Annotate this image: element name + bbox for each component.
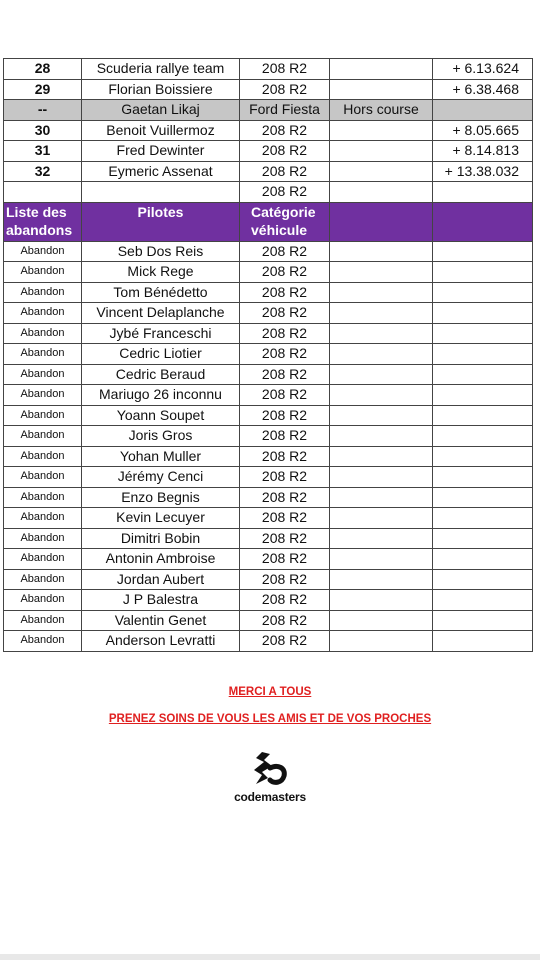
note-cell [330, 161, 433, 182]
abandon-row [4, 323, 533, 344]
empty-cell [330, 549, 433, 570]
empty-cell [330, 528, 433, 549]
note-cell [330, 120, 433, 141]
empty-cell [330, 426, 433, 447]
car-cell: 208 R2 [240, 405, 330, 426]
page-bottom-edge [0, 954, 540, 960]
car-cell: 208 R2 [240, 182, 330, 203]
rank-cell: 29 [4, 79, 82, 100]
car-cell: 208 R2 [240, 282, 330, 303]
car-cell: 208 R2 [240, 323, 330, 344]
car-cell: 208 R2 [240, 120, 330, 141]
abandon-row [4, 569, 533, 590]
abandon-status-cell: Abandon [4, 508, 82, 529]
empty-cell [330, 631, 433, 652]
abandons-body [4, 241, 533, 651]
abandon-status-cell: Abandon [4, 590, 82, 611]
abandon-status-cell: Abandon [4, 426, 82, 447]
car-cell: 208 R2 [240, 528, 330, 549]
car-cell: 208 R2 [240, 385, 330, 406]
results-body [4, 59, 533, 203]
abandon-status-cell: Abandon [4, 323, 82, 344]
abandon-row [4, 590, 533, 611]
abandon-status-cell: Abandon [4, 446, 82, 467]
pilot-cell: Tom Bénédetto [82, 282, 240, 303]
empty-cell [433, 282, 533, 303]
abandon-row [4, 631, 533, 652]
car-cell: 208 R2 [240, 344, 330, 365]
abandon-row [4, 262, 533, 283]
abandons-header-row [4, 202, 533, 241]
car-cell: 208 R2 [240, 610, 330, 631]
empty-cell [433, 405, 533, 426]
result-row [4, 141, 533, 162]
car-cell: 208 R2 [240, 79, 330, 100]
abandon-status-cell: Abandon [4, 344, 82, 365]
empty-cell [433, 467, 533, 488]
empty-cell [433, 569, 533, 590]
empty-cell [433, 446, 533, 467]
empty-cell [433, 590, 533, 611]
abandon-status-cell: Abandon [4, 262, 82, 283]
pilot-cell: Scuderia rallye team [82, 59, 240, 80]
abandon-status-cell: Abandon [4, 364, 82, 385]
note-cell [330, 79, 433, 100]
header-empty-cell [433, 202, 533, 241]
rank-cell: 31 [4, 141, 82, 162]
car-cell: 208 R2 [240, 59, 330, 80]
empty-cell [330, 487, 433, 508]
pilot-cell: Valentin Genet [82, 610, 240, 631]
note-cell [330, 59, 433, 80]
empty-cell [330, 405, 433, 426]
empty-cell [433, 344, 533, 365]
header-empty-cell [330, 202, 433, 241]
time-gap-cell: + 13.38.032 [433, 161, 533, 182]
rank-cell: 32 [4, 161, 82, 182]
empty-cell [433, 303, 533, 324]
pilot-cell: Benoit Vuillermoz [82, 120, 240, 141]
pilot-cell: Kevin Lecuyer [82, 508, 240, 529]
result-row [4, 182, 533, 203]
abandon-row [4, 426, 533, 447]
codemasters-logo-icon [248, 748, 292, 790]
abandon-row [4, 364, 533, 385]
abandon-status-cell: Abandon [4, 610, 82, 631]
time-gap-cell: + 6.13.624 [433, 59, 533, 80]
car-cell: 208 R2 [240, 590, 330, 611]
abandon-row [4, 405, 533, 426]
abandon-status-cell: Abandon [4, 528, 82, 549]
pilot-cell: Gaetan Likaj [82, 100, 240, 121]
pilot-cell: Eymeric Assenat [82, 161, 240, 182]
empty-cell [330, 282, 433, 303]
time-gap-cell [433, 100, 533, 121]
abandon-status-cell: Abandon [4, 385, 82, 406]
pilot-cell: Florian Boissiere [82, 79, 240, 100]
pilot-cell: Fred Dewinter [82, 141, 240, 162]
abandon-row [4, 610, 533, 631]
header-pilots: Pilotes [82, 202, 240, 241]
note-cell: Hors course [330, 100, 433, 121]
codemasters-wordmark: codemasters [234, 790, 306, 804]
empty-cell [433, 528, 533, 549]
abandon-row [4, 549, 533, 570]
abandon-row [4, 385, 533, 406]
rank-cell [4, 182, 82, 203]
car-cell: 208 R2 [240, 426, 330, 447]
abandon-row [4, 344, 533, 365]
car-cell: 208 R2 [240, 569, 330, 590]
car-cell: 208 R2 [240, 262, 330, 283]
empty-cell [433, 364, 533, 385]
pilot-cell: Enzo Begnis [82, 487, 240, 508]
rank-cell: -- [4, 100, 82, 121]
empty-cell [433, 631, 533, 652]
result-row [4, 161, 533, 182]
thanks-message: MERCI A TOUS [228, 686, 312, 698]
pilot-cell: Cedric Beraud [82, 364, 240, 385]
note-cell [330, 182, 433, 203]
pilot-cell: Yoann Soupet [82, 405, 240, 426]
result-row [4, 59, 533, 80]
abandon-row [4, 446, 533, 467]
empty-cell [330, 364, 433, 385]
car-cell: 208 R2 [240, 241, 330, 262]
pilot-cell: Yohan Muller [82, 446, 240, 467]
abandon-status-cell: Abandon [4, 487, 82, 508]
abandon-row [4, 467, 533, 488]
rank-cell: 28 [4, 59, 82, 80]
empty-cell [433, 610, 533, 631]
empty-cell [330, 467, 433, 488]
abandon-status-cell: Abandon [4, 631, 82, 652]
empty-cell [433, 385, 533, 406]
empty-cell [330, 569, 433, 590]
pilot-cell: Anderson Levratti [82, 631, 240, 652]
note-cell [330, 141, 433, 162]
empty-cell [330, 303, 433, 324]
abandon-status-cell: Abandon [4, 303, 82, 324]
pilot-cell [82, 182, 240, 203]
header-vehicle-category: Catégorie véhicule [240, 202, 330, 241]
empty-cell [433, 508, 533, 529]
empty-cell [330, 241, 433, 262]
empty-cell [433, 241, 533, 262]
pilot-cell: Seb Dos Reis [82, 241, 240, 262]
pilot-cell: Mick Rege [82, 262, 240, 283]
empty-cell [433, 262, 533, 283]
header-abandons-list: Liste des abandons [4, 202, 82, 241]
abandon-status-cell: Abandon [4, 549, 82, 570]
rank-cell: 30 [4, 120, 82, 141]
car-cell: 208 R2 [240, 487, 330, 508]
results-table [3, 58, 533, 652]
pilot-cell: Jybé Franceschi [82, 323, 240, 344]
abandon-row [4, 303, 533, 324]
empty-cell [330, 590, 433, 611]
pilot-cell: J P Balestra [82, 590, 240, 611]
time-gap-cell: + 8.05.665 [433, 120, 533, 141]
abandon-status-cell: Abandon [4, 405, 82, 426]
car-cell: 208 R2 [240, 549, 330, 570]
result-row [4, 120, 533, 141]
abandon-status-cell: Abandon [4, 569, 82, 590]
car-cell: 208 R2 [240, 141, 330, 162]
pilot-cell: Antonin Ambroise [82, 549, 240, 570]
abandon-status-cell: Abandon [4, 241, 82, 262]
empty-cell [330, 508, 433, 529]
empty-cell [433, 426, 533, 447]
empty-cell [330, 610, 433, 631]
abandon-row [4, 282, 533, 303]
car-cell: 208 R2 [240, 467, 330, 488]
empty-cell [330, 344, 433, 365]
time-gap-cell: + 6.38.468 [433, 79, 533, 100]
car-cell: 208 R2 [240, 364, 330, 385]
empty-cell [330, 262, 433, 283]
abandon-row [4, 241, 533, 262]
car-cell: 208 R2 [240, 303, 330, 324]
abandon-status-cell: Abandon [4, 467, 82, 488]
codemasters-logo [210, 748, 330, 810]
abandon-row [4, 487, 533, 508]
car-cell: 208 R2 [240, 631, 330, 652]
pilot-cell: Dimitri Bobin [82, 528, 240, 549]
result-row [4, 79, 533, 100]
abandon-status-cell: Abandon [4, 282, 82, 303]
abandon-row [4, 528, 533, 549]
car-cell: 208 R2 [240, 161, 330, 182]
time-gap-cell [433, 182, 533, 203]
car-cell: Ford Fiesta [240, 100, 330, 121]
empty-cell [330, 385, 433, 406]
car-cell: 208 R2 [240, 508, 330, 529]
car-cell: 208 R2 [240, 446, 330, 467]
empty-cell [433, 487, 533, 508]
empty-cell [330, 446, 433, 467]
pilot-cell: Vincent Delaplanche [82, 303, 240, 324]
empty-cell [330, 323, 433, 344]
pilot-cell: Joris Gros [82, 426, 240, 447]
pilot-cell: Mariugo 26 inconnu [82, 385, 240, 406]
pilot-cell: Jérémy Cenci [82, 467, 240, 488]
empty-cell [433, 549, 533, 570]
care-message: PRENEZ SOINS DE VOUS LES AMIS ET DE VOS PROCHES [108, 713, 432, 725]
pilot-cell: Jordan Aubert [82, 569, 240, 590]
pilot-cell: Cedric Liotier [82, 344, 240, 365]
abandon-row [4, 508, 533, 529]
result-row [4, 100, 533, 121]
empty-cell [433, 323, 533, 344]
time-gap-cell: + 8.14.813 [433, 141, 533, 162]
